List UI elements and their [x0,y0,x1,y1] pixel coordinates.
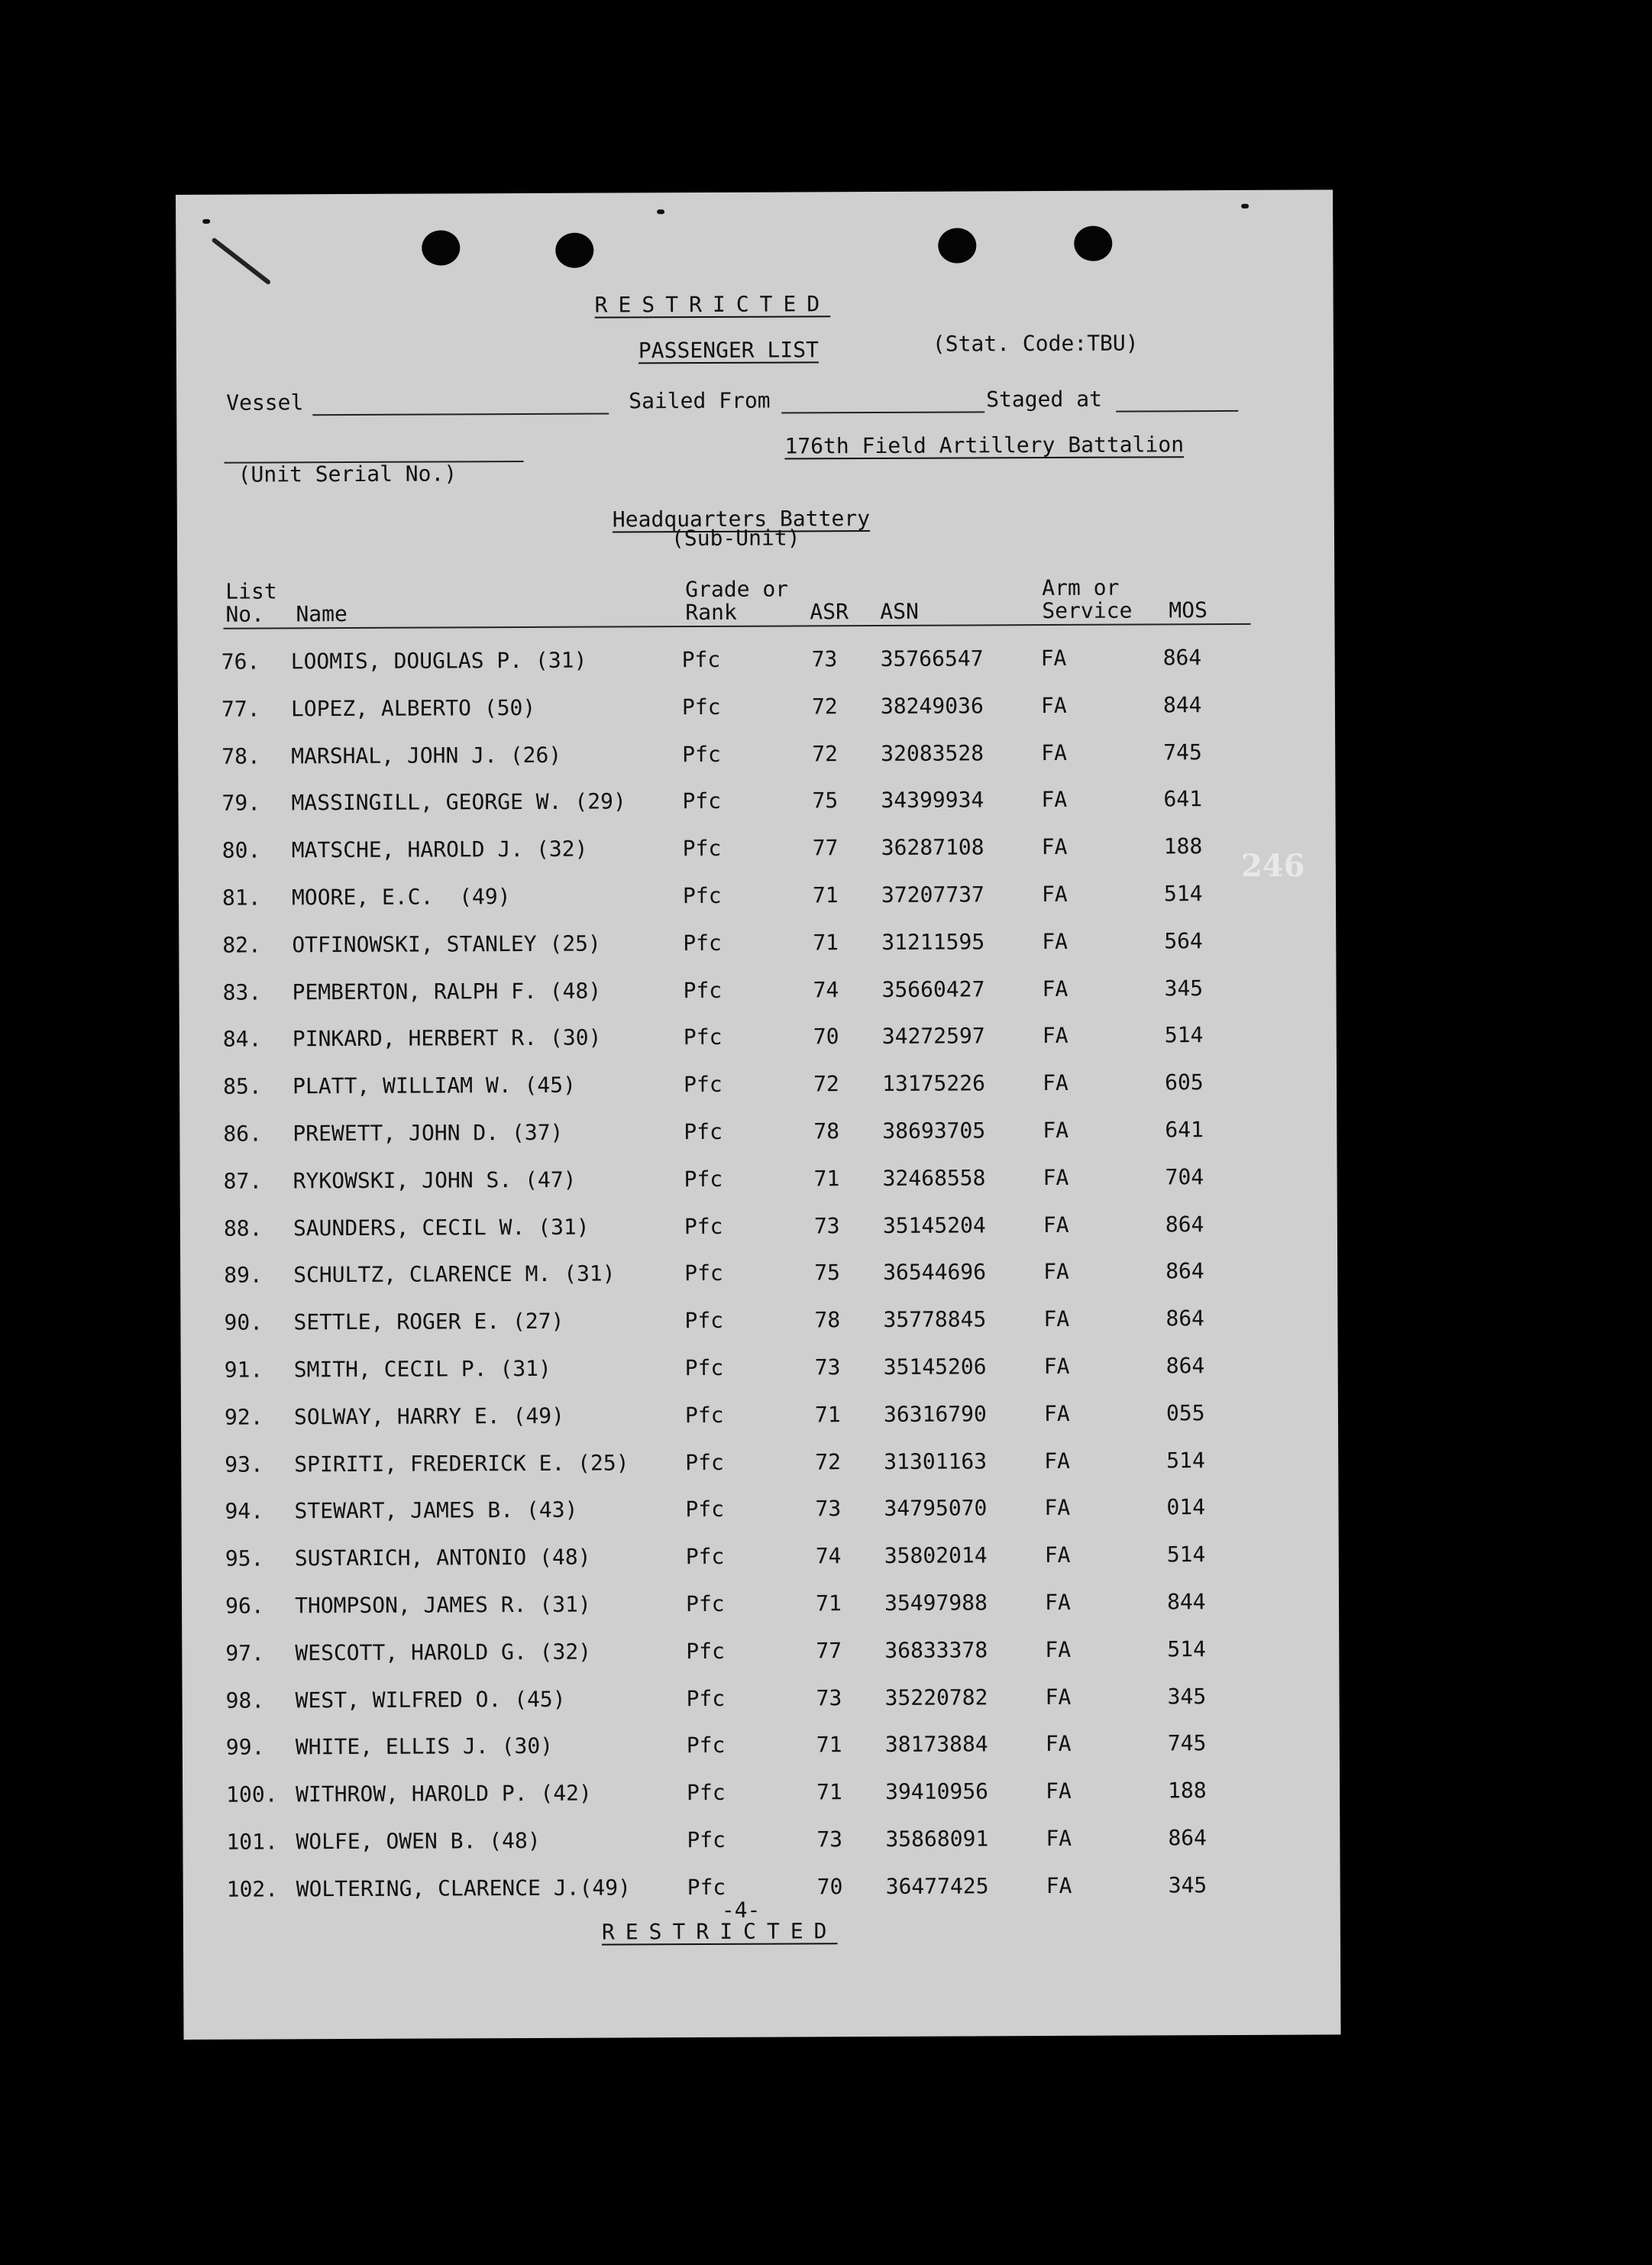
row-list-no: 80. [221,837,261,863]
row-asn: 35660427 [881,976,985,1002]
row-list-no: 77. [221,696,260,722]
row-asn: 34399934 [881,787,984,814]
row-name: PLATT, WILLIAM W. (45) [293,1072,577,1099]
sailed-from-blank [781,411,984,413]
row-grade: Pfc [684,1402,724,1428]
margin-page-number: 246 [1241,848,1305,884]
row-arm: FA [1043,1306,1070,1332]
row-mos: 055 [1165,1399,1205,1426]
row-asr: 73 [811,646,838,672]
row-arm: FA [1042,928,1068,954]
row-grade: Pfc [686,1638,725,1664]
col-grade-line1: Grade or [685,576,789,603]
row-asr: 73 [814,1354,841,1380]
row-grade: Pfc [687,1827,726,1853]
classification-footer: RESTRICTED [601,1918,838,1945]
table-row [183,1824,1340,1860]
row-grade: Pfc [684,1213,723,1239]
table-row [181,1494,1338,1530]
row-asr: 74 [815,1543,842,1569]
punch-hole [938,228,976,263]
sub-unit-label: (Sub-Unit) [671,525,800,552]
row-arm: FA [1044,1589,1071,1616]
row-list-no: 92. [224,1404,263,1430]
row-grade: Pfc [682,882,722,909]
row-arm: FA [1043,1400,1070,1426]
row-arm: FA [1044,1542,1071,1568]
row-name: SUSTARICH, ANTONIO (48) [294,1544,591,1571]
table-row [178,786,1335,822]
col-arm-line1: Arm or [1042,574,1120,601]
row-list-no: 95. [225,1545,264,1571]
vessel-blank [312,413,609,416]
table-row [182,1588,1339,1624]
row-name: PEMBERTON, RALPH F. (48) [292,978,602,1005]
row-asn: 36287108 [881,834,984,861]
row-name: PREWETT, JOHN D. (37) [293,1119,564,1147]
row-list-no: 91. [224,1357,263,1383]
row-name: MARSHAL, JOHN J. (26) [291,742,562,768]
row-list-no: 87. [223,1168,263,1194]
row-list-no: 88. [223,1215,263,1241]
table-row [179,927,1336,963]
row-grade: Pfc [682,836,722,862]
row-mos: 514 [1166,1447,1205,1473]
row-arm: FA [1045,1684,1072,1710]
row-list-no: 93. [225,1451,263,1477]
row-grade: Pfc [687,1780,726,1806]
table-row [181,1447,1338,1483]
row-grade: Pfc [686,1733,726,1759]
row-list-no: 102. [226,1876,279,1902]
row-name: LOPEZ, ALBERTO (50) [290,694,536,722]
row-asn: 32083528 [881,739,984,766]
row-name: STEWART, JAMES B. (43) [294,1497,578,1524]
page-number: -4- [721,1897,761,1923]
row-asn: 36833378 [884,1637,988,1663]
row-mos: 745 [1163,739,1202,765]
row-asn: 35766547 [880,646,984,671]
row-asr: 70 [816,1874,843,1900]
table-row [179,1069,1337,1105]
row-grade: Pfc [682,788,722,814]
row-asn: 34272597 [881,1023,985,1050]
row-grade: Pfc [685,1590,725,1617]
row-grade: Pfc [683,977,723,1003]
unit-serial-label: (Unit Serial No.) [238,461,457,487]
row-asn: 36544696 [883,1259,987,1286]
staged-at-blank [1116,410,1238,413]
row-asr: 71 [813,1166,840,1192]
table-row [183,1778,1340,1814]
row-name: WESCOTT, HAROLD G. (32) [295,1639,592,1666]
row-mos: 844 [1162,691,1202,718]
row-asn: 38173884 [884,1731,988,1758]
row-asr: 77 [812,835,839,861]
classification-header: RESTRICTED [594,291,831,318]
row-name: WITHROW, HAROLD P. (42) [296,1780,592,1807]
row-list-no: 94. [225,1498,264,1525]
table-row [178,739,1335,775]
row-asn: 35778845 [883,1306,987,1333]
row-mos: 188 [1168,1778,1207,1804]
row-asr: 71 [816,1732,842,1758]
row-asr: 73 [813,1212,840,1238]
row-grade: Pfc [685,1497,725,1522]
row-list-no: 86. [223,1121,263,1147]
row-asn: 38693705 [882,1118,986,1144]
row-list-no: 98. [225,1687,265,1713]
row-mos: 514 [1164,1022,1204,1048]
row-list-no: 101. [226,1829,278,1855]
row-asr: 71 [815,1590,842,1616]
row-grade: Pfc [683,1024,723,1050]
punch-hole [422,230,460,265]
row-mos: 605 [1165,1069,1204,1095]
row-asr: 74 [813,976,839,1002]
row-mos: 641 [1165,1117,1204,1143]
table-row [179,833,1336,869]
row-asn: 31301163 [884,1448,988,1474]
table-row [178,691,1335,727]
row-mos: 345 [1168,1872,1207,1898]
punch-hole [555,233,593,268]
row-mos: 745 [1167,1730,1207,1756]
col-arm-line2: Service [1042,597,1133,624]
row-name: WOLFE, OWEN B. (48) [296,1827,541,1855]
row-mos: 641 [1163,786,1203,812]
row-list-no: 83. [222,979,262,1005]
stat-code: (Stat. Code:TBU) [932,330,1139,357]
row-arm: FA [1041,787,1068,813]
row-mos: 864 [1162,645,1202,671]
row-arm: FA [1041,881,1068,908]
row-asr: 70 [813,1024,839,1050]
row-asn: 13175226 [882,1070,986,1097]
row-asn: 36477425 [885,1873,989,1899]
row-name: OTFINOWSKI, STANLEY (25) [292,930,601,958]
table-row [182,1636,1339,1671]
row-list-no: 99. [225,1734,265,1761]
row-asr: 72 [811,694,838,720]
row-name: PINKARD, HERBERT R. (30) [292,1024,602,1052]
row-asn: 35868091 [885,1826,989,1852]
table-row [179,1116,1337,1152]
row-grade: Pfc [684,1260,723,1286]
row-asn: 34795070 [884,1495,988,1522]
col-mos: MOS [1169,597,1208,623]
row-asn: 35497988 [884,1590,988,1616]
row-asr: 73 [816,1827,843,1852]
row-mos: 864 [1168,1825,1207,1851]
row-arm: FA [1040,692,1067,718]
row-list-no: 79. [221,790,261,817]
list-title: PASSENGER LIST [638,337,819,364]
row-arm: FA [1045,1731,1072,1757]
row-asn: 37207737 [881,882,984,908]
row-grade: Pfc [685,1449,724,1475]
row-name: SAUNDERS, CECIL W. (31) [293,1214,590,1241]
punch-mark [1241,204,1249,209]
punch-mark [657,209,664,214]
row-grade: Pfc [682,741,721,767]
row-arm: FA [1044,1495,1071,1521]
row-list-no: 82. [222,932,261,958]
col-list-no-line1: List [225,578,277,604]
row-mos: 864 [1165,1258,1204,1284]
row-arm: FA [1042,976,1068,1001]
row-grade: Pfc [685,1544,725,1570]
sub-unit-name: Headquarters Battery [612,506,871,532]
vessel-label: Vessel [226,390,304,416]
table-row [180,1211,1337,1247]
punch-mark [202,219,210,224]
table-row [183,1683,1340,1719]
row-name: MOORE, E.C. (49) [291,884,511,911]
row-asr: 75 [814,1260,840,1286]
row-arm: FA [1043,1212,1069,1238]
row-arm: FA [1043,1117,1069,1144]
row-list-no: 78. [221,743,260,769]
row-name: RYKOWSKI, JOHN S. (47) [293,1166,577,1194]
row-grade: Pfc [683,930,722,956]
row-arm: FA [1041,834,1068,860]
row-list-no: 85. [223,1073,262,1099]
row-mos: 345 [1167,1683,1207,1709]
row-arm: FA [1046,1872,1072,1898]
row-grade: Pfc [686,1685,726,1711]
row-name: THOMPSON, JAMES R. (31) [294,1591,591,1619]
row-grade: Pfc [684,1166,723,1192]
row-mos: 864 [1165,1353,1205,1379]
row-arm: FA [1043,1259,1069,1285]
row-asr: 73 [816,1684,842,1710]
row-asn: 31211595 [881,929,985,955]
row-name: WHITE, ELLIS J. (30) [295,1733,554,1760]
row-mos: 514 [1166,1542,1206,1568]
row-arm: FA [1046,1778,1072,1804]
row-asn: 35802014 [884,1542,988,1569]
row-list-no: 96. [225,1593,264,1619]
unit-name: 176th Field Artillery Battalion [784,432,1185,459]
staged-at-label: Staged at [986,386,1102,413]
row-asn: 35145204 [882,1212,986,1238]
row-arm: FA [1043,1164,1069,1190]
header-rule [223,623,1250,629]
col-asn: ASN [880,598,920,624]
row-asn: 36316790 [883,1401,987,1427]
table-row [183,1730,1340,1766]
row-asr: 71 [816,1779,842,1805]
table-row [183,1872,1340,1907]
row-name: WOLTERING, CLARENCE J.(49) [296,1875,632,1902]
row-asn: 32468558 [882,1165,986,1191]
col-asr: ASR [810,599,849,625]
row-asn: 35220782 [884,1684,988,1710]
row-asr: 75 [812,788,839,814]
row-list-no: 84. [222,1026,262,1053]
col-list-no-line2: No. [225,601,265,627]
row-grade: Pfc [684,1072,723,1098]
row-asr: 71 [813,930,839,956]
row-list-no: 76. [221,649,260,675]
col-name: Name [296,601,348,627]
row-asr: 71 [814,1402,841,1428]
row-asn: 39410956 [885,1778,989,1805]
document-page [176,189,1341,2040]
row-arm: FA [1043,1070,1068,1096]
table-row [182,1542,1339,1577]
table-row [179,880,1336,916]
table-row [181,1352,1338,1388]
row-grade: Pfc [687,1874,726,1900]
row-asr: 73 [815,1496,842,1522]
row-mos: 704 [1165,1163,1204,1190]
row-arm: FA [1045,1636,1072,1662]
row-name: SCHULTZ, CLARENCE M. (31) [293,1260,616,1288]
row-mos: 014 [1166,1494,1206,1520]
row-list-no: 97. [225,1640,264,1666]
row-arm: FA [1041,739,1067,765]
table-row [181,1399,1338,1435]
row-grade: Pfc [684,1118,723,1145]
table-row [180,1163,1337,1199]
row-name: SMITH, CECIL P. (31) [293,1355,551,1383]
row-name: LOOMIS, DOUGLAS P. (31) [290,647,587,675]
row-grade: Pfc [684,1308,724,1334]
row-asr: 78 [814,1307,841,1333]
table-row [180,1258,1337,1294]
row-asr: 71 [812,882,839,908]
row-mos: 864 [1165,1211,1204,1237]
row-asn: 38249036 [880,693,984,719]
row-asr: 78 [813,1118,840,1144]
row-arm: FA [1044,1448,1071,1474]
row-arm: FA [1040,645,1067,671]
row-arm: FA [1042,1023,1068,1049]
row-grade: Pfc [684,1354,724,1381]
row-grade: Pfc [681,646,721,673]
row-name: MATSCHE, HAROLD J. (32) [291,836,588,863]
row-mos: 864 [1165,1306,1205,1331]
row-list-no: 100. [226,1781,278,1807]
row-asr: 72 [813,1071,839,1097]
col-grade-line2: Rank [685,599,737,626]
row-mos: 514 [1167,1636,1206,1662]
row-name: SETTLE, ROGER E. (27) [293,1308,564,1335]
row-grade: Pfc [681,694,721,720]
row-name: MASSINGILL, GEORGE W. (29) [291,788,626,816]
row-mos: 345 [1164,975,1204,1001]
row-list-no: 89. [224,1262,263,1289]
row-mos: 188 [1163,833,1203,859]
table-row [178,644,1335,680]
row-mos: 514 [1163,881,1203,907]
sailed-from-label: Sailed From [629,387,771,414]
row-asr: 72 [815,1448,842,1474]
table-row [179,1022,1337,1058]
row-mos: 564 [1164,927,1203,954]
row-name: WEST, WILFRED O. (45) [295,1686,566,1713]
row-list-no: 90. [224,1309,263,1335]
row-name: SOLWAY, HARRY E. (49) [293,1403,565,1430]
staple-mark [211,237,271,285]
table-row [179,975,1336,1011]
row-list-no: 81. [221,885,261,911]
table-row [180,1306,1337,1341]
row-asr: 77 [816,1638,842,1664]
row-arm: FA [1046,1825,1072,1852]
row-arm: FA [1043,1353,1070,1380]
row-name: SPIRITI, FREDERICK E. (25) [294,1450,629,1477]
punch-hole [1074,226,1112,261]
row-asr: 72 [812,740,838,766]
row-mos: 844 [1166,1589,1206,1615]
row-asn: 35145206 [883,1354,987,1380]
